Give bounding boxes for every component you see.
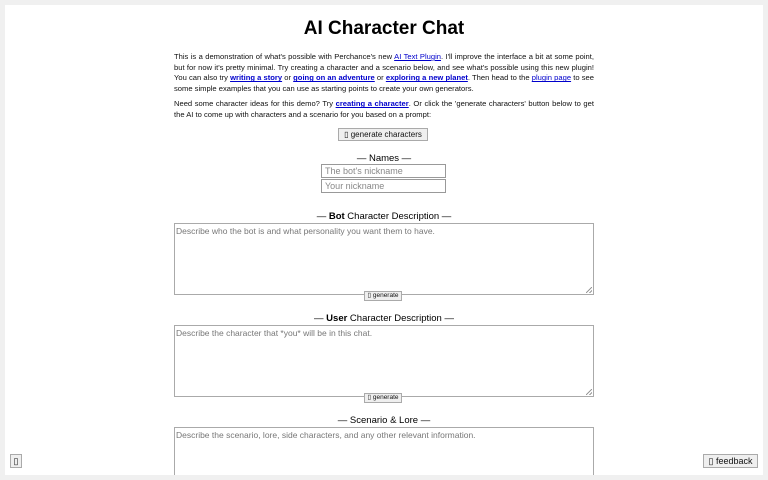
bot-nickname-input[interactable]: The bot's nickname xyxy=(321,164,446,178)
intro-text xyxy=(174,52,594,126)
generate-characters-button[interactable]: ▯ generate characters xyxy=(338,128,428,141)
resize-handle-icon[interactable] xyxy=(586,287,592,293)
user-description-textarea[interactable] xyxy=(174,325,594,397)
generate-user-description-button[interactable]: ▯ generate xyxy=(364,393,402,403)
resize-handle-icon[interactable] xyxy=(586,389,592,395)
plugin-page-link[interactable]: plugin page xyxy=(531,73,572,83)
intro-paragraph-1: This is a demonstration of what's possible with Perchance's new AI Text Plugin. I'll improve the interface a bit at some point, but for now it's pretty minimal. Try creating a character and a scenario below, and see what's possible using this new plugin! You can also try writing a story or going on an adventure or exploring a new planet. Then head to the plugin page to see some simple examples that you can use as starting points to create your own generators. xyxy=(174,52,594,93)
writing-a-story-link[interactable]: writing a story xyxy=(230,73,283,83)
left-corner-button[interactable]: ▯ xyxy=(10,454,22,468)
names-label: — Names — xyxy=(356,153,412,164)
user-nickname-input[interactable]: Your nickname xyxy=(321,179,446,193)
generate-bot-description-button[interactable]: ▯ generate xyxy=(364,291,402,301)
bot-description-placeholder: Describe who the bot is and what personality you want them to have. xyxy=(176,226,435,236)
scenario-placeholder: Describe the scenario, lore, side characters, and any other relevant information. xyxy=(176,430,476,440)
bot-description-label: — Bot Character Description — xyxy=(316,211,452,222)
user-description-placeholder: Describe the character that *you* will be in this chat. xyxy=(176,328,373,338)
user-description-label: — User Character Description — xyxy=(314,313,454,324)
intro-paragraph-2: Need some character ideas for this demo? Try creating a character. Or click the 'generate characters' button below to get the AI to come up with characters and a scenario for you based on a prompt: xyxy=(174,99,594,119)
creating-a-character-link[interactable]: creating a character xyxy=(335,99,409,109)
going-on-an-adventure-link[interactable]: going on an adventure xyxy=(293,73,375,83)
page-title: AI Character Chat xyxy=(303,18,465,39)
scenario-label: — Scenario & Lore — xyxy=(337,415,431,426)
scenario-textarea[interactable] xyxy=(174,427,594,475)
page-viewport xyxy=(5,5,763,475)
exploring-a-new-planet-link[interactable]: exploring a new planet xyxy=(385,73,468,83)
feedback-button[interactable]: ▯ feedback xyxy=(703,454,758,468)
ai-text-plugin-link[interactable]: AI Text Plugin xyxy=(394,52,441,61)
bot-description-textarea[interactable] xyxy=(174,223,594,295)
